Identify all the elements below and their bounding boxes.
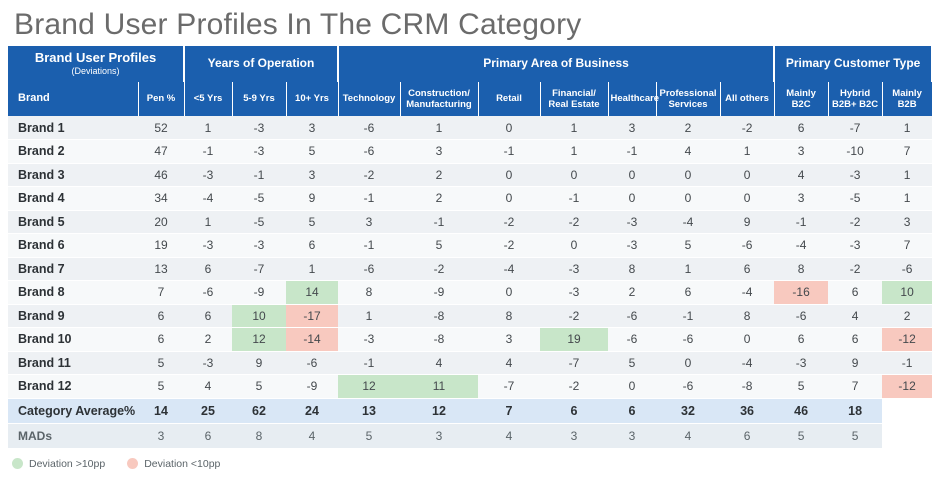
table-cell: -2: [540, 210, 608, 234]
table-cell: -2: [720, 116, 774, 140]
group-header-label: Primary Customer Type: [785, 56, 921, 71]
table-cell: 0: [720, 328, 774, 352]
table-cell: 10: [882, 281, 932, 305]
table-cell: -3: [774, 351, 828, 375]
table-cell: 14: [286, 281, 338, 305]
table-cell: 5: [774, 375, 828, 399]
group-header-primary-customer-type: [774, 46, 932, 82]
table-cell: 5: [774, 423, 828, 448]
column-header-construction-manufacturing: Construction/ Manufacturing: [400, 82, 478, 116]
table-cell: 1: [656, 257, 720, 281]
row-label: Category Average%: [8, 398, 138, 423]
table-cell: -1: [774, 210, 828, 234]
table-cell: -3: [232, 116, 286, 140]
table-cell: 11: [400, 375, 478, 399]
table-cell: 9: [720, 210, 774, 234]
table-cell: -5: [232, 210, 286, 234]
table-cell: 1: [720, 140, 774, 164]
table-cell: 12: [232, 328, 286, 352]
table-cell: -1: [656, 304, 720, 328]
table-cell: 6: [720, 257, 774, 281]
table-cell: -14: [286, 328, 338, 352]
group-header-label: Brand User Profiles: [34, 50, 157, 66]
table-cell: 4: [478, 423, 540, 448]
table-cell: 2: [882, 304, 932, 328]
table-cell: 24: [286, 398, 338, 423]
table-cell: 3: [774, 187, 828, 211]
table-cell: 6: [656, 281, 720, 305]
table-row: [8, 281, 932, 305]
table-cell: 6: [828, 281, 882, 305]
table-row: [8, 187, 932, 211]
table-cell: 3: [540, 423, 608, 448]
column-header-under-5-yrs: <5 Yrs: [184, 82, 232, 116]
legend-label: Deviation >10pp: [29, 457, 106, 470]
table-cell: 13: [338, 398, 400, 423]
table-cell: -3: [608, 234, 656, 258]
table-cell: 0: [540, 234, 608, 258]
table-cell: 1: [882, 187, 932, 211]
table-row: [8, 210, 932, 234]
table-cell: -3: [184, 351, 232, 375]
table-cell: 6: [184, 304, 232, 328]
group-header-primary-area-of-business: [338, 46, 774, 82]
table-cell: -6: [656, 328, 720, 352]
table-cell: -5: [232, 187, 286, 211]
group-header-label: Primary Area of Business: [483, 56, 629, 71]
table-cell: 19: [540, 328, 608, 352]
table-cell: -2: [478, 210, 540, 234]
column-header-pen-pct: Pen %: [138, 82, 184, 116]
table-cell: 1: [540, 116, 608, 140]
table-cell: -9: [232, 281, 286, 305]
table-row: [8, 140, 932, 164]
table-cell: 2: [400, 163, 478, 187]
table-cell: 3: [138, 423, 184, 448]
table-cell: 5: [828, 423, 882, 448]
table-cell: -3: [184, 163, 232, 187]
table-cell: 8: [338, 281, 400, 305]
table-cell: 46: [774, 398, 828, 423]
table-cell: -2: [478, 234, 540, 258]
table-cell: 0: [608, 163, 656, 187]
table-cell: 4: [184, 375, 232, 399]
table-cell: 0: [656, 163, 720, 187]
table-cell: 20: [138, 210, 184, 234]
table-cell: 0: [478, 163, 540, 187]
table-cell: 0: [720, 163, 774, 187]
table-cell: 9: [828, 351, 882, 375]
table-cell: -4: [774, 234, 828, 258]
row-label: Brand 1: [8, 116, 138, 140]
table-cell: -6: [286, 351, 338, 375]
group-header-label: Years of Operation: [207, 56, 315, 71]
table-cell: -6: [608, 304, 656, 328]
table-cell: -7: [232, 257, 286, 281]
brand-user-profiles-heatmap-table: [8, 46, 933, 449]
table-cell: 8: [774, 257, 828, 281]
table-cell: -1: [338, 187, 400, 211]
table-cell: 0: [478, 187, 540, 211]
legend-swatch-green-icon: [12, 458, 23, 469]
table-cell: -8: [400, 328, 478, 352]
table-cell: -12: [882, 375, 932, 399]
legend-swatch-red-icon: [127, 458, 138, 469]
table-cell: -3: [232, 140, 286, 164]
table-cell: 5: [138, 351, 184, 375]
table-cell: -8: [400, 304, 478, 328]
table-cell: -2: [540, 375, 608, 399]
legend-item-positive: [12, 458, 105, 470]
table-cell: 3: [400, 140, 478, 164]
column-header-retail: Retail: [478, 82, 540, 116]
table-cell: 0: [720, 187, 774, 211]
table-cell: 9: [286, 187, 338, 211]
table-cell: 2: [608, 281, 656, 305]
table-cell: -1: [400, 210, 478, 234]
table-cell: 3: [286, 116, 338, 140]
table-row: [8, 375, 932, 399]
table-header: [8, 46, 932, 116]
table-cell: 19: [138, 234, 184, 258]
table-cell: 4: [828, 304, 882, 328]
column-header-technology: Technology: [338, 82, 400, 116]
table-cell: -6: [656, 375, 720, 399]
table-cell: 5: [656, 234, 720, 258]
table-cell: 7: [828, 375, 882, 399]
column-header-10-plus-yrs: 10+ Yrs: [286, 82, 338, 116]
column-header-row: [8, 82, 932, 116]
table-cell: 3: [478, 328, 540, 352]
table-cell: 7: [882, 234, 932, 258]
table-cell: -7: [540, 351, 608, 375]
table-cell: -3: [540, 281, 608, 305]
table-cell: 32: [656, 398, 720, 423]
table-row: [8, 304, 932, 328]
table-cell: 6: [138, 328, 184, 352]
table-row: [8, 116, 932, 140]
table-cell: 12: [338, 375, 400, 399]
table-cell: 7: [138, 281, 184, 305]
mads-row: [8, 423, 932, 448]
table-cell: 1: [184, 210, 232, 234]
table-cell: -4: [720, 281, 774, 305]
table-cell: 2: [400, 187, 478, 211]
table-cell: 0: [656, 187, 720, 211]
table-cell: 47: [138, 140, 184, 164]
table-cell: 1: [882, 163, 932, 187]
table-cell: 3: [400, 423, 478, 448]
table-cell: 8: [608, 257, 656, 281]
table-cell: 2: [656, 116, 720, 140]
column-header-all-others: All others: [720, 82, 774, 116]
table-cell: -2: [828, 257, 882, 281]
table-cell: 6: [608, 398, 656, 423]
table-cell: 0: [608, 187, 656, 211]
group-header-years-of-operation: [184, 46, 338, 82]
table-cell: 1: [882, 116, 932, 140]
table-cell: -3: [828, 234, 882, 258]
table-cell: -6: [338, 140, 400, 164]
table-cell: 12: [400, 398, 478, 423]
table-cell: -2: [828, 210, 882, 234]
table-row: [8, 328, 932, 352]
table-cell: 52: [138, 116, 184, 140]
table-cell: 36: [720, 398, 774, 423]
table-row: [8, 163, 932, 187]
group-header-brand-user-profiles: [8, 46, 184, 82]
table-cell: 4: [656, 140, 720, 164]
table-cell: -1: [232, 163, 286, 187]
table-cell: 5: [286, 140, 338, 164]
table-cell: 6: [184, 423, 232, 448]
table-cell: -9: [286, 375, 338, 399]
table-cell: -3: [540, 257, 608, 281]
table-cell: -1: [184, 140, 232, 164]
table-cell: 7: [478, 398, 540, 423]
table-cell: 5: [286, 210, 338, 234]
column-header-hybrid-b2b-b2c: Hybrid B2B+ B2C: [828, 82, 882, 116]
table-cell: 34: [138, 187, 184, 211]
row-label: Brand 11: [8, 351, 138, 375]
table-cell: -1: [882, 351, 932, 375]
table-cell: 8: [720, 304, 774, 328]
table-body: [8, 116, 932, 448]
table-cell: -2: [540, 304, 608, 328]
table-cell: 5: [400, 234, 478, 258]
table-cell: 1: [400, 116, 478, 140]
table-cell: -1: [478, 140, 540, 164]
table-cell: 0: [608, 375, 656, 399]
table-cell: -6: [184, 281, 232, 305]
column-header-mainly-b2c: Mainly B2C: [774, 82, 828, 116]
table-cell: -4: [656, 210, 720, 234]
legend-item-negative: [127, 458, 220, 470]
page-title: Brand User Profiles In The CRM Category: [14, 8, 582, 41]
table-cell: 9: [232, 351, 286, 375]
table-cell: 6: [286, 234, 338, 258]
table-cell: -2: [338, 163, 400, 187]
table-cell: -3: [338, 328, 400, 352]
table-cell: 46: [138, 163, 184, 187]
table-cell: 6: [138, 304, 184, 328]
column-header-mainly-b2b: Mainly B2B: [882, 82, 932, 116]
table-cell: 6: [828, 328, 882, 352]
row-label: Brand 8: [8, 281, 138, 305]
table-cell: 4: [400, 351, 478, 375]
table-cell: 62: [232, 398, 286, 423]
row-label: Brand 4: [8, 187, 138, 211]
table-cell: -1: [338, 351, 400, 375]
table-cell: 1: [338, 304, 400, 328]
row-label: Brand 9: [8, 304, 138, 328]
table-cell: 6: [540, 398, 608, 423]
table-row: [8, 257, 932, 281]
table-cell: -3: [232, 234, 286, 258]
row-label: Brand 5: [8, 210, 138, 234]
column-header-professional-services: Professional Services: [656, 82, 720, 116]
table-cell: 4: [478, 351, 540, 375]
table-cell: 6: [720, 423, 774, 448]
table-cell: -1: [338, 234, 400, 258]
table-cell: 3: [608, 423, 656, 448]
legend: [12, 458, 936, 470]
table-cell: 4: [774, 163, 828, 187]
table-row: [8, 351, 932, 375]
table-cell: -17: [286, 304, 338, 328]
table-cell: 5: [232, 375, 286, 399]
row-label: Brand 12: [8, 375, 138, 399]
table-cell: 10: [232, 304, 286, 328]
table-cell: -1: [540, 187, 608, 211]
table-row: [8, 234, 932, 258]
table-cell: 0: [478, 116, 540, 140]
group-header-sublabel: (Deviations): [71, 66, 120, 77]
row-label: Brand 10: [8, 328, 138, 352]
table-cell: 3: [774, 140, 828, 164]
table-cell: 3: [286, 163, 338, 187]
table-cell: 8: [478, 304, 540, 328]
table-cell: 18: [828, 398, 882, 423]
table-cell: 2: [184, 328, 232, 352]
table-cell: -8: [720, 375, 774, 399]
table-cell: -3: [184, 234, 232, 258]
table-cell: -2: [400, 257, 478, 281]
table-cell: -6: [882, 257, 932, 281]
table-cell: -9: [400, 281, 478, 305]
table-cell: 3: [338, 210, 400, 234]
row-label: Brand 7: [8, 257, 138, 281]
table-cell: 6: [774, 116, 828, 140]
table-cell: -3: [608, 210, 656, 234]
column-header-brand: Brand: [8, 82, 138, 116]
table-cell: -10: [828, 140, 882, 164]
table-cell: -4: [720, 351, 774, 375]
column-header-financial-real-estate: Financial/ Real Estate: [540, 82, 608, 116]
table-cell: -12: [882, 328, 932, 352]
table-cell: 25: [184, 398, 232, 423]
column-header-healthcare: Healthcare: [608, 82, 656, 116]
table-cell: 8: [232, 423, 286, 448]
category-average-row: [8, 398, 932, 423]
table-cell: 4: [656, 423, 720, 448]
table-cell: -7: [478, 375, 540, 399]
table-cell: -6: [720, 234, 774, 258]
table-cell: -1: [608, 140, 656, 164]
table-cell: -16: [774, 281, 828, 305]
table-cell: 1: [540, 140, 608, 164]
table-cell: -3: [828, 163, 882, 187]
table-cell: 5: [608, 351, 656, 375]
table-cell: 0: [540, 163, 608, 187]
table-cell: -4: [478, 257, 540, 281]
table-cell: 5: [138, 375, 184, 399]
table-cell: 1: [184, 116, 232, 140]
table-cell: 3: [882, 210, 932, 234]
table-cell: 6: [184, 257, 232, 281]
table-cell: 14: [138, 398, 184, 423]
table-cell: -5: [828, 187, 882, 211]
row-label: Brand 2: [8, 140, 138, 164]
table-cell: 5: [338, 423, 400, 448]
table-cell: -4: [184, 187, 232, 211]
table-cell: 0: [656, 351, 720, 375]
table-cell: -6: [608, 328, 656, 352]
table-cell: -6: [774, 304, 828, 328]
table-cell: 6: [774, 328, 828, 352]
table-cell: 7: [882, 140, 932, 164]
table-cell: 4: [286, 423, 338, 448]
group-header-row: [8, 46, 932, 82]
table-cell: -7: [828, 116, 882, 140]
row-label: MADs: [8, 423, 138, 448]
column-header-5-9-yrs: 5-9 Yrs: [232, 82, 286, 116]
table-cell: -6: [338, 257, 400, 281]
table-cell: 13: [138, 257, 184, 281]
row-label: Brand 3: [8, 163, 138, 187]
table-cell: -6: [338, 116, 400, 140]
table-cell: 0: [478, 281, 540, 305]
table-cell: 1: [286, 257, 338, 281]
table-cell: 3: [608, 116, 656, 140]
legend-label: Deviation <10pp: [144, 457, 221, 470]
row-label: Brand 6: [8, 234, 138, 258]
